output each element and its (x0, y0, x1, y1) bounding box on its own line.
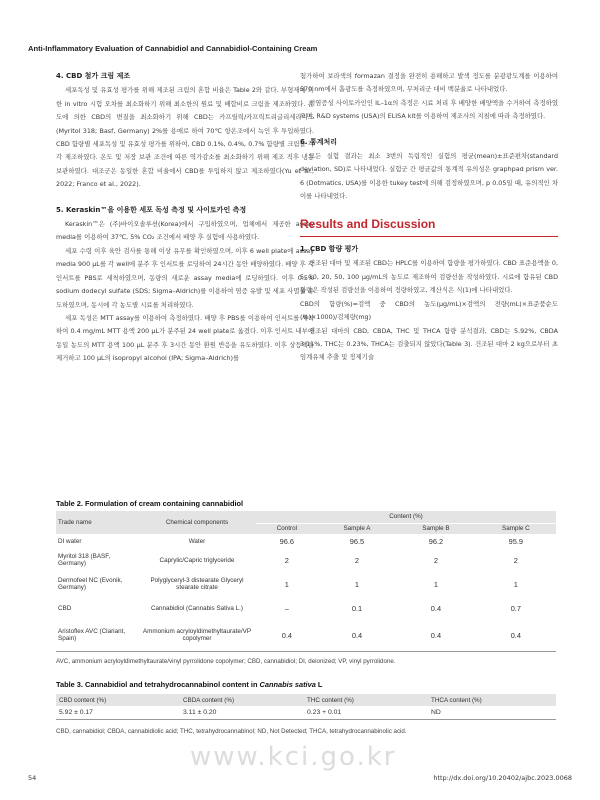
chem-cell: Water (188, 537, 206, 545)
subcol-sample-b: Sample B (396, 523, 475, 534)
value-cell: 2 (513, 555, 518, 565)
value-cell: 96.5 (349, 536, 365, 546)
table-row (56, 706, 556, 719)
subcol-sample-c: Sample C (476, 523, 556, 534)
col-cbda-content: CBDA content (%) (180, 694, 304, 706)
right-column (300, 70, 558, 365)
table-row (56, 534, 556, 548)
thca-value: ND (428, 706, 556, 719)
results-1-heading: 1. CBD 함량 평가 (300, 245, 359, 254)
watermark: www.kci.go.kr (190, 742, 397, 772)
table-3-title-suffix: L (315, 680, 323, 689)
continued-paragraph: 첨가하여 보라색의 formazan 결정을 완전히 용해하고 발색 정도를 분광광도계를 이용하여 570 nm에서 흡광도를 측정하였으며, 무처리군 대비 백분율로 나타내었다. (300, 72, 558, 94)
value-cell: 0.4 (476, 620, 556, 651)
table-row (56, 572, 556, 596)
value-cell: 0.4 (318, 620, 397, 651)
table-3-title-species: Cannabis sativa (259, 680, 316, 689)
value-cell: 2 (433, 555, 438, 565)
value-cell: – (284, 603, 289, 613)
value-cell: 2 (284, 555, 289, 565)
section-5-heading: 5. Keraskin™을 이용한 세포 독성 측정 및 사이토카인 측정 (56, 205, 247, 214)
col-thca-content: THCA content (%) (428, 694, 556, 706)
left-column (56, 70, 314, 366)
section-5-paragraph-2: 세포 수령 이후 육안 검사를 통해 이상 유무를 확인하였으며, 이후 6 well plate에 assay media 900 µL를 각 well에 분주 후 인서트를 로딩하여 24시간 동안 배양하였다. 배양 후 각 인서트를 PBS로 세척하였으며, 동량의 새로운 assay media에 로딩하였다. 이후 0.5% sodium dodecyl sulfate (SDS; Sigma–Aldrich)를 이용하여 염증 유발 및 세포 사멸을 유도하였으며, 동시에 각 농도별 시료를 처리하였다. (56, 246, 314, 309)
page-number: 54 (28, 774, 37, 782)
table-3-title-prefix: Table 3. Cannabidiol and tetrahydrocannabinol content in (56, 680, 260, 689)
trade-name-cell: Myritol 318 (BASF, Germany) (58, 553, 111, 567)
section-6-paragraph: 모든 실험 결과는 최소 3번의 독립적인 실험의 평균(mean)±표준편차(standard deviation, SD)로 나타내었다. 실험군 간 평균값의 통계적 유의성은 graphpad prism ver. 6 (Dotmatics, USA)를 이용한 tukey test에 의해 검정하였으며, p 0.05일 때, 유의적인 차이를 나타내었다. (300, 152, 558, 201)
results-1-paragraph-2: 건조된 대마의 CBD, CBDA, THC 및 THCA 함량 분석결과, CBD는 5.92%, CBDA 3.11%, THC는 0.23%, THCA는 검출되지 않았다(Table 3). 건조된 대마 2 kg으로부터 초임계유체 추출 및 정제기술 (300, 326, 558, 362)
value-cell: 95.9 (508, 536, 524, 546)
col-content: Content (%) (256, 511, 556, 523)
table-row (56, 548, 556, 572)
section-6-heading: 6. 통계처리 (300, 137, 338, 146)
subcol-sample-a: Sample A (318, 523, 397, 534)
col-chemical-components: Chemical components (138, 511, 256, 534)
doi-link[interactable]: http://dx.doi.org/10.20402/ajbc.2023.0068 (433, 774, 572, 782)
thc-value: 0.23 + 0.01 (304, 706, 428, 719)
value-cell: 0.4 (430, 603, 442, 613)
trade-name-cell: Dermofeel NC (Evonik, Germany) (58, 577, 123, 591)
results-heading: Results and Discussion (300, 218, 558, 237)
cbda-value: 3.11 ± 0.20 (180, 706, 304, 719)
value-cell: 96.2 (428, 536, 444, 546)
value-cell: 0.1 (351, 603, 363, 613)
subcol-control: Control (256, 523, 318, 534)
trade-name-cell: CBD (58, 604, 72, 612)
trade-name-cell: DI water (58, 537, 82, 545)
col-thc-content: THC content (%) (304, 694, 428, 706)
table-2-footnote: AVC, ammonium acryloyldimethyltaurate/vinyl pyrrolidone copolymer; CBD, cannabidiol; DI, deionized; VP, vinyl pyrrolidone. (56, 658, 396, 665)
section-5-paragraph-1: Keraskin™은 (주)바이오솔루션(Korea)에서 구입하였으며, 업체에서 제공한 assay media를 이용하여 37℃, 5% CO₂ 조건에서 배양 후 실험에 사용하였다. (56, 220, 314, 242)
cbd-value: 5.92 ± 0.17 (56, 706, 180, 719)
value-cell: 1 (513, 579, 518, 589)
value-cell: 0.7 (510, 603, 521, 613)
chem-cell: Polyglyceryl-3 distearate Glyceryl stearate citrate (150, 577, 244, 591)
value-cell: 1 (433, 579, 438, 589)
cbd-content-equation: CBD의 함량(%)=검액 중 CBD의 농도(µg/mL)×검액의 전량(mL)×표준품순도(%)×1000)/검체량(mg) (300, 299, 558, 322)
section-5-paragraph-3: 세포 독성은 MTT assay를 이용하여 측정하였다. 배양 후 PBS를 이용하여 인서트를 세척하여 0.4 mg/mL MTT 용액 200 µL가 분주된 24 well plate로 옮겼다. 이후 인서트 내부에 동일 농도의 MTT 용액 100 µL 분주 후 3시간 동안 환원 반응을 유도하였다. 이후 상등액을 제거하고 100 µL의 isopropyl alcohol (IPA; Sigma–Aldrich)를 (56, 313, 314, 363)
col-cbd-content: CBD content (%) (56, 694, 180, 706)
table-2 (56, 511, 556, 652)
il-paragraph: 전염증성 사이토카인인 IL–1α의 측정은 시료 처리 후 배양한 배양액을 수거하여 측정하였으며, R&D systems (USA)의 ELISA kit를 이용하여 제조사의 지침에 따라 측정하였다. (300, 98, 558, 121)
trade-name-cell: Aristoflex AVC (Clariant, Spain) (56, 620, 138, 651)
section-4-heading: 4. CBD 첨가 크림 제조 (56, 72, 131, 80)
table-3 (56, 694, 556, 720)
value-cell: 1 (354, 579, 360, 589)
value-cell: 1 (284, 579, 289, 589)
col-trade-name: Trade name (56, 511, 138, 534)
chem-cell: Caprylic/Capric triglyceride (159, 556, 235, 564)
table-row (56, 620, 556, 651)
value-cell: 96.6 (279, 536, 295, 546)
value-cell: 0.4 (256, 620, 318, 651)
table-row (56, 596, 556, 620)
value-cell: 0.4 (396, 620, 475, 651)
table-2-title: Table 2. Formulation of cream containing cannabidiol (56, 499, 244, 508)
chem-cell: Cannabidiol (Cannabis Sativa L.) (150, 604, 244, 612)
value-cell: 2 (354, 555, 360, 565)
results-1-paragraph-1: 건조된 대마 및 제조된 CBD는 HPLC를 이용하여 함량을 평가하였다. CBD 표준용액을 0, 5, 10, 20, 50, 100 µg/mL의 농도로 제조하여 검량선을 작성하였다. 시료에 함유된 CBD 함량은 작성된 검량선을 이용하여 정량하였고, 계산식은 식(1)에 나타내었다. (300, 259, 558, 295)
running-head: Anti-Inflammatory Evaluation of Cannabidiol and Cannabidiol-Containing Cream (28, 44, 318, 53)
table-3-footnote: CBD, cannabidiol; CBDA, cannabidiolic acid; THC, tetrahydrocannabinol; ND, Not Detected; THCA, tetrahydrocannabinolic acid. (56, 728, 407, 735)
chem-cell: Ammonium acryloyldimethyltaurate/VP copolymer (138, 620, 256, 651)
table-3-title (56, 680, 322, 689)
section-4-paragraph: 세포독성 및 유효성 평가를 위해 제조된 크림의 혼합 비율은 Table 2와 같다. 부형제에 의한 in vitro 시험 오차를 최소화하기 위해 최소한의 원료 및 배합비로 크림을 제조하였다. 온도에 의한 CBD의 변질을 최소화하기 위해 CBD는 카프릴릭/카프릭트리글리세라이드(Myritol 318; Basf, Germany) 2%를 용매로 하여 70℃ 항온조에서 녹인 후 투입하였다. CBD 함량별 세포독성 및 유효성 평가를 위하여, CBD 0.1%, 0.4%, 0.7% 함량별 크림을 각각 제조하였다. 온도 및 저장 보관 조건에 따른 역가감소를 최소화하기 위해 제조 직후 냉동 보관하였다. 대조군은 동일한 혼합 비율에서 CBD를 투입하지 않고 제조하였다(Yu et al., 2022; Franco et al., 2022). (56, 86, 314, 189)
